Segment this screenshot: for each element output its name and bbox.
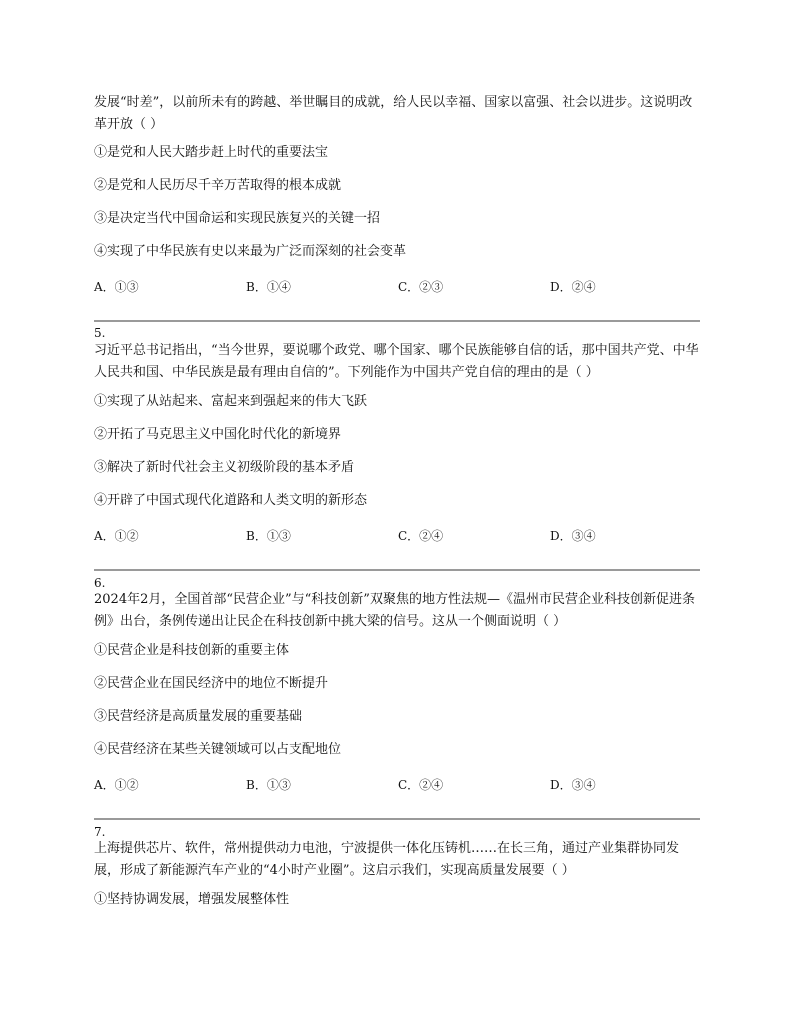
question-4-option-4: ④实现了中华民族有史以来最为广泛而深刻的社会变革: [94, 244, 407, 259]
question-4-option-2: ②是党和人民历尽千辛万苦取得的根本成就: [94, 178, 342, 193]
question-6-choice-a[interactable]: A．①②: [94, 778, 139, 792]
question-5-option-1: ①实现了从站起来、富起来到强起来的伟大飞跃: [94, 394, 368, 409]
question-5-option-2: ②开拓了马克思主义中国化时代化的新境界: [94, 427, 342, 442]
question-7-option-1: ①坚持协调发展，增强发展整体性: [94, 892, 290, 907]
question-5-choice-d[interactable]: D．③④: [550, 529, 596, 543]
question-4-option-1: ①是党和人民大踏步赶上时代的重要法宝: [94, 145, 329, 160]
question-7-number: 7.: [94, 825, 106, 839]
question-4-choice-d[interactable]: D．②④: [550, 280, 596, 294]
question-divider: [94, 569, 700, 571]
question-4-option-3: ③是决定当代中国命运和实现民族复兴的关键一招: [94, 211, 381, 226]
question-6-number: 6.: [94, 576, 106, 590]
question-divider: [94, 320, 700, 322]
question-4-choice-c[interactable]: C．②③: [398, 280, 444, 294]
question-5-choice-a[interactable]: A．①②: [94, 529, 139, 543]
question-4-choices: [94, 278, 704, 294]
question-6-choice-d[interactable]: D．③④: [550, 778, 596, 792]
question-6-option-2: ②民营企业在国民经济中的地位不断提升: [94, 676, 329, 691]
question-6-option-1: ①民营企业是科技创新的重要主体: [94, 643, 290, 658]
question-5-option-3: ③解决了新时代社会主义初级阶段的基本矛盾: [94, 460, 355, 475]
question-4-choice-a[interactable]: A．①③: [94, 280, 139, 294]
question-divider: [94, 818, 700, 820]
question-6-choice-b[interactable]: B．①③: [246, 778, 291, 792]
question-6-option-3: ③民营经济是高质量发展的重要基础: [94, 709, 303, 724]
question-5-option-4: ④开辟了中国式现代化道路和人类文明的新形态: [94, 493, 368, 508]
question-5-choice-c[interactable]: C．②④: [398, 529, 444, 543]
question-4-choice-b[interactable]: B．①④: [246, 280, 291, 294]
question-6-stem: 2024年2月，全国首部“民营企业”与“科技创新”双聚焦的地方性法规—《温州市民营企业科技创新促进条例》出台，条例传递出让民企在科技创新中挑大梁的信号。这从一个侧面说明（ ）: [94, 592, 695, 629]
question-5-choice-b[interactable]: B．①③: [246, 529, 291, 543]
question-6-choice-c[interactable]: C．②④: [398, 778, 444, 792]
question-4-stem: 发展“时差”，以前所未有的跨越、举世瞩目的成就，给人民以幸福、国家以富强、社会以进步。这说明改革开放（ ）: [94, 95, 693, 132]
question-6-choices: [94, 776, 704, 792]
question-5-number: 5.: [94, 326, 106, 340]
question-5-choices: [94, 527, 704, 543]
question-7-stem: 上海提供芯片、软件，常州提供动力电池，宁波提供一体化压铸机……在长三角，通过产业集群协同发展，形成了新能源汽车产业的“4小时产业圈”。这启示我们，实现高质量发展要（ ）: [94, 841, 680, 878]
question-6-option-4: ④民营经济在某些关键领域可以占支配地位: [94, 742, 342, 757]
question-5-stem: 习近平总书记指出，“当今世界，要说哪个政党、哪个国家、哪个民族能够自信的话，那中国共产党、中华人民共和国、中华民族是最有理由自信的”。下列能作为中国共产党自信的理由的是（ ）: [94, 343, 699, 380]
